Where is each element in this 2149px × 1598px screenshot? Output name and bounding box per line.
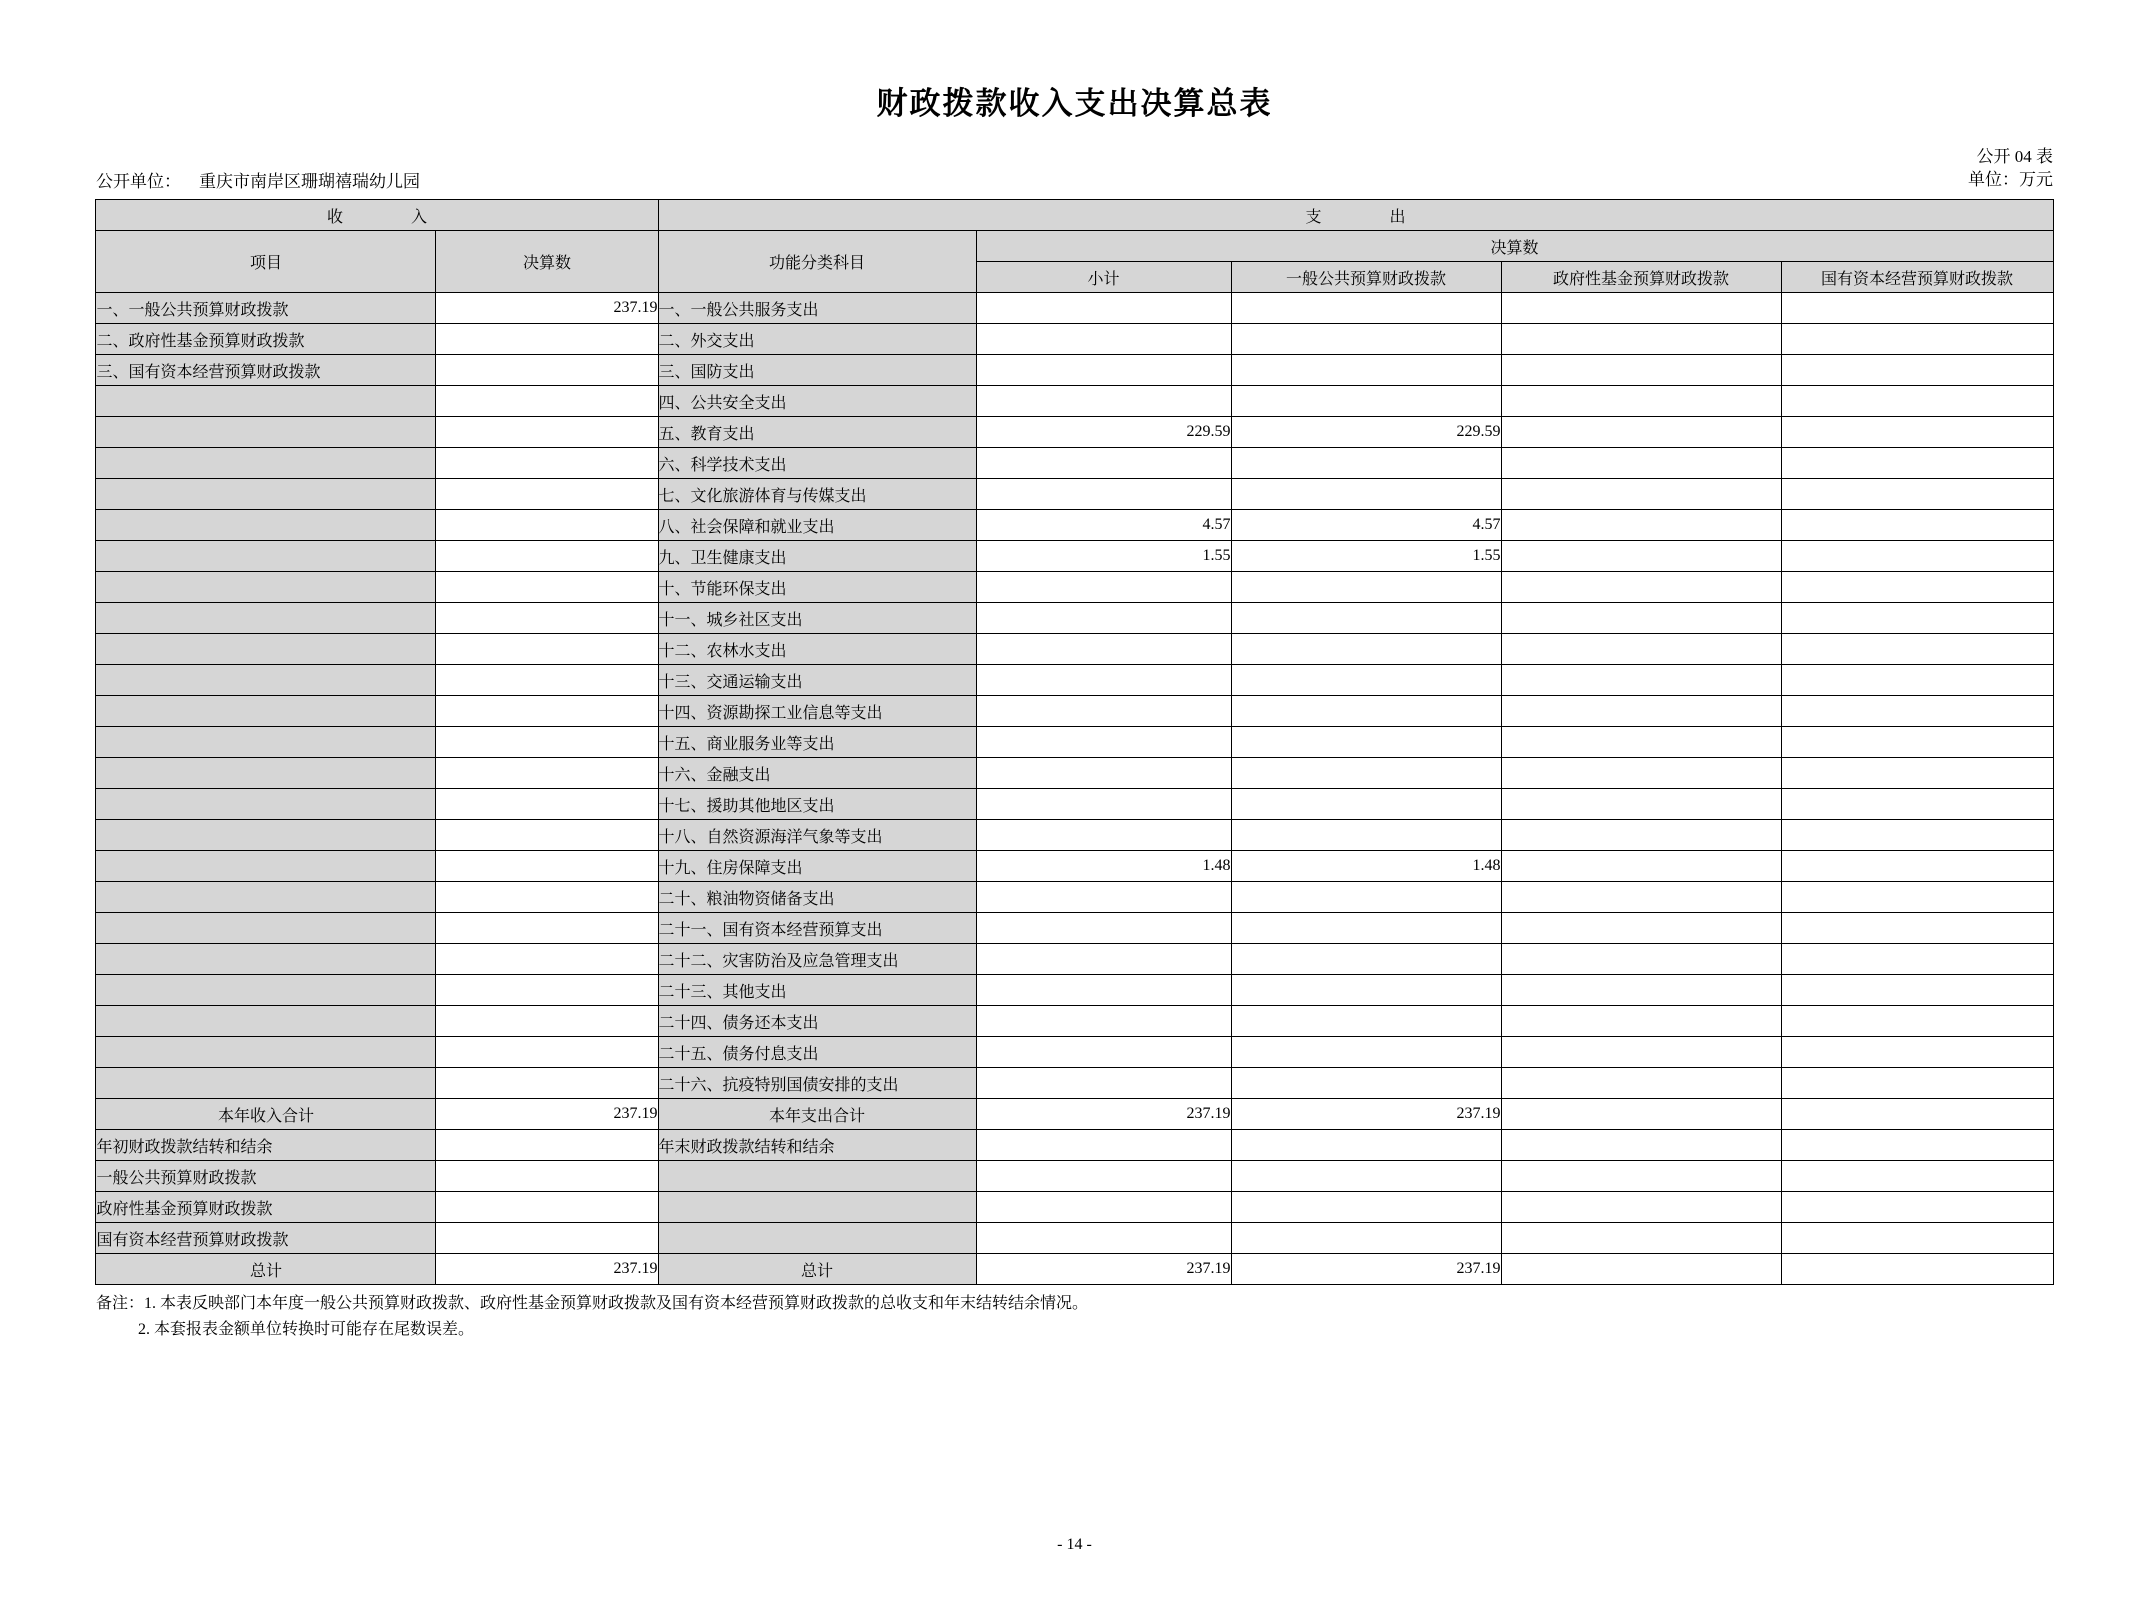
header-income-group: 收 入: [96, 200, 658, 231]
expense-subtotal-value: [976, 758, 1231, 789]
expense-subtotal-value: [976, 355, 1231, 386]
expense-government-fund-value: [1501, 1068, 1781, 1099]
expense-government-fund-value: [1501, 510, 1781, 541]
expense-government-fund-value: [1501, 417, 1781, 448]
income-amount-value: [436, 355, 658, 386]
expense-category-label: 二十五、债务付息支出: [658, 1037, 976, 1068]
expense-state-capital-value: [1781, 448, 2053, 479]
table-row: [96, 820, 2053, 851]
expense-general-public-value: [1231, 634, 1501, 665]
expense-category-label: 三、国防支出: [658, 355, 976, 386]
expense-general-public-value: 1.48: [1231, 851, 1501, 882]
expense-state-capital-value: [1781, 417, 2053, 448]
income-amount-value: [436, 944, 658, 975]
expense-category-label: 九、卫生健康支出: [658, 541, 976, 572]
income-item-label: [96, 851, 436, 882]
expense-category-label: 二十二、灾害防治及应急管理支出: [658, 944, 976, 975]
expense-government-fund-value: [1501, 1130, 1781, 1161]
expense-state-capital-value: [1781, 758, 2053, 789]
expense-general-public-value: [1231, 355, 1501, 386]
expense-government-fund-value: [1501, 1161, 1781, 1192]
table-row: [96, 696, 2053, 727]
expense-subtotal-value: [976, 324, 1231, 355]
expense-general-public-value: 229.59: [1231, 417, 1501, 448]
expense-general-public-value: [1231, 572, 1501, 603]
income-item-label: [96, 417, 436, 448]
income-amount-value: [436, 820, 658, 851]
expense-category-label: 十八、自然资源海洋气象等支出: [658, 820, 976, 851]
table-row: [96, 572, 2053, 603]
expense-general-public-value: [1231, 665, 1501, 696]
expense-general-public-value: 237.19: [1231, 1254, 1501, 1285]
expense-government-fund-value: [1501, 603, 1781, 634]
expense-category-label: 十一、城乡社区支出: [658, 603, 976, 634]
income-item-label: [96, 1006, 436, 1037]
income-item-label: [96, 882, 436, 913]
table-row: [96, 479, 2053, 510]
publisher-label: 公开单位：: [96, 172, 181, 191]
expense-government-fund-value: [1501, 634, 1781, 665]
expense-state-capital-value: [1781, 944, 2053, 975]
expense-category-label: [658, 1223, 976, 1254]
table-row: [96, 882, 2053, 913]
income-item-label: [96, 479, 436, 510]
expense-category-label: 一、一般公共服务支出: [658, 293, 976, 324]
expense-category-label: 十二、农林水支出: [658, 634, 976, 665]
income-amount-value: [436, 386, 658, 417]
expense-government-fund-value: [1501, 789, 1781, 820]
expense-subtotal-value: [976, 944, 1231, 975]
expense-general-public-value: [1231, 758, 1501, 789]
income-item-label: [96, 820, 436, 851]
income-item-label: [96, 727, 436, 758]
table-row: [96, 541, 2053, 572]
expense-category-label: 十三、交通运输支出: [658, 665, 976, 696]
expense-subtotal-value: [976, 665, 1231, 696]
expense-government-fund-value: [1501, 1223, 1781, 1254]
table-row: [96, 324, 2053, 355]
table-row: [96, 789, 2053, 820]
expense-subtotal-value: [976, 727, 1231, 758]
expense-general-public-value: [1231, 975, 1501, 1006]
header-income-amount: 决算数: [436, 231, 658, 293]
expense-category-label: 十七、援助其他地区支出: [658, 789, 976, 820]
income-amount-value: [436, 913, 658, 944]
table-row: [96, 944, 2053, 975]
expense-category-label: 五、教育支出: [658, 417, 976, 448]
expense-general-public-value: [1231, 882, 1501, 913]
expense-general-public-value: [1231, 1068, 1501, 1099]
expense-state-capital-value: [1781, 665, 2053, 696]
expense-general-public-value: [1231, 603, 1501, 634]
expense-category-label: 二十六、抗疫特别国债安排的支出: [658, 1068, 976, 1099]
expense-general-public-value: [1231, 1037, 1501, 1068]
expense-state-capital-value: [1781, 634, 2053, 665]
expense-state-capital-value: [1781, 1223, 2053, 1254]
income-item-label: [96, 944, 436, 975]
expense-subtotal-value: [976, 820, 1231, 851]
expense-general-public-value: 237.19: [1231, 1099, 1501, 1130]
expense-subtotal-value: 237.19: [976, 1099, 1231, 1130]
income-amount-value: [436, 1192, 658, 1223]
expense-category-label: 二十四、债务还本支出: [658, 1006, 976, 1037]
expense-category-label: 年末财政拨款结转和结余: [658, 1130, 976, 1161]
expense-subtotal-value: [976, 634, 1231, 665]
income-item-label: 二、政府性基金预算财政拨款: [96, 324, 436, 355]
expense-subtotal-value: [976, 1223, 1231, 1254]
expense-government-fund-value: [1501, 1254, 1781, 1285]
expense-subtotal-value: [976, 1037, 1231, 1068]
header-general-public-budget: 一般公共预算财政拨款: [1231, 262, 1501, 293]
expense-category-label: 七、文化旅游体育与传媒支出: [658, 479, 976, 510]
income-amount-value: [436, 1130, 658, 1161]
expense-subtotal-value: 4.57: [976, 510, 1231, 541]
expense-state-capital-value: [1781, 479, 2053, 510]
expense-subtotal-value: [976, 448, 1231, 479]
income-item-label: [96, 603, 436, 634]
table-row: [96, 293, 2053, 324]
table-row: [96, 1099, 2053, 1130]
expense-state-capital-value: [1781, 882, 2053, 913]
expense-state-capital-value: [1781, 789, 2053, 820]
table-row: [96, 1006, 2053, 1037]
income-amount-value: [436, 882, 658, 913]
expense-government-fund-value: [1501, 1006, 1781, 1037]
income-item-label: [96, 975, 436, 1006]
income-item-label: [96, 634, 436, 665]
expense-government-fund-value: [1501, 665, 1781, 696]
income-item-label: [96, 448, 436, 479]
header-expense-amount: 决算数: [976, 231, 2053, 262]
expense-state-capital-value: [1781, 572, 2053, 603]
expense-state-capital-value: [1781, 386, 2053, 417]
form-number: 公开 04 表: [1976, 147, 2053, 166]
document-page: [0, 78, 2149, 1598]
expense-state-capital-value: [1781, 1192, 2053, 1223]
table-row: [96, 758, 2053, 789]
expense-subtotal-value: [976, 386, 1231, 417]
expense-category-label: 十六、金融支出: [658, 758, 976, 789]
income-item-label: [96, 665, 436, 696]
expense-state-capital-value: [1781, 975, 2053, 1006]
income-item-label: [96, 789, 436, 820]
expense-state-capital-value: [1781, 510, 2053, 541]
expense-category-label: 本年支出合计: [658, 1099, 976, 1130]
expense-government-fund-value: [1501, 541, 1781, 572]
income-amount-value: [436, 1223, 658, 1254]
expense-government-fund-value: [1501, 1192, 1781, 1223]
expense-subtotal-value: [976, 1161, 1231, 1192]
income-item-label: [96, 913, 436, 944]
expense-government-fund-value: [1501, 944, 1781, 975]
expense-general-public-value: [1231, 789, 1501, 820]
publisher-name: 重庆市南岸区珊瑚禧瑞幼儿园: [199, 172, 420, 191]
table-row: [96, 1223, 2053, 1254]
expense-government-fund-value: [1501, 975, 1781, 1006]
income-amount-value: 237.19: [436, 293, 658, 324]
expense-category-label: [658, 1192, 976, 1223]
income-item-label: 总计: [96, 1254, 436, 1285]
header-state-capital-budget: 国有资本经营预算财政拨款: [1781, 262, 2053, 293]
expense-category-label: 总计: [658, 1254, 976, 1285]
header-income-item: 项目: [96, 231, 436, 293]
expense-government-fund-value: [1501, 851, 1781, 882]
expense-state-capital-value: [1781, 1161, 2053, 1192]
expense-state-capital-value: [1781, 1099, 2053, 1130]
expense-category-label: [658, 1161, 976, 1192]
expense-government-fund-value: [1501, 696, 1781, 727]
expense-category-label: 十五、商业服务业等支出: [658, 727, 976, 758]
expense-subtotal-value: 237.19: [976, 1254, 1231, 1285]
expense-subtotal-value: [976, 479, 1231, 510]
document-meta: [0, 145, 2149, 191]
header-subtotal: 小计: [976, 262, 1231, 293]
income-amount-value: [436, 541, 658, 572]
expense-government-fund-value: [1501, 324, 1781, 355]
expense-general-public-value: [1231, 913, 1501, 944]
table-body: [96, 293, 2053, 1285]
publisher-info: [96, 167, 420, 192]
income-amount-value: 237.19: [436, 1254, 658, 1285]
income-amount-value: [436, 479, 658, 510]
budget-table: [95, 199, 2053, 1285]
income-amount-value: [436, 727, 658, 758]
expense-state-capital-value: [1781, 851, 2053, 882]
income-item-label: 一般公共预算财政拨款: [96, 1161, 436, 1192]
expense-category-label: 十、节能环保支出: [658, 572, 976, 603]
income-item-label: [96, 572, 436, 603]
income-amount-value: [436, 758, 658, 789]
expense-category-label: 二十一、国有资本经营预算支出: [658, 913, 976, 944]
table-row: [96, 1161, 2053, 1192]
income-item-label: [96, 510, 436, 541]
expense-general-public-value: [1231, 324, 1501, 355]
table-row: [96, 851, 2053, 882]
expense-government-fund-value: [1501, 913, 1781, 944]
income-item-label: 三、国有资本经营预算财政拨款: [96, 355, 436, 386]
income-item-label: [96, 1068, 436, 1099]
expense-subtotal-value: [976, 882, 1231, 913]
income-item-label: 一、一般公共预算财政拨款: [96, 293, 436, 324]
expense-general-public-value: [1231, 696, 1501, 727]
expense-general-public-value: [1231, 1161, 1501, 1192]
table-row: [96, 634, 2053, 665]
expense-state-capital-value: [1781, 293, 2053, 324]
expense-category-label: 二十三、其他支出: [658, 975, 976, 1006]
expense-government-fund-value: [1501, 355, 1781, 386]
table-row: [96, 1254, 2053, 1285]
income-amount-value: [436, 634, 658, 665]
page-number: - 14 -: [1057, 1536, 1092, 1553]
table-row: [96, 355, 2053, 386]
table-row: [96, 603, 2053, 634]
income-item-label: [96, 541, 436, 572]
income-amount-value: [436, 1006, 658, 1037]
expense-subtotal-value: [976, 1068, 1231, 1099]
income-amount-value: [436, 665, 658, 696]
income-amount-value: [436, 448, 658, 479]
income-item-label: 年初财政拨款结转和结余: [96, 1130, 436, 1161]
expense-state-capital-value: [1781, 696, 2053, 727]
note-line-1: 备注：1. 本表反映部门本年度一般公共预算财政拨款、政府性基金预算财政拨款及国有资本经营预算财政拨款的总收支和年末结转结余情况。: [96, 1295, 1089, 1312]
expense-subtotal-value: [976, 293, 1231, 324]
income-amount-value: [436, 1037, 658, 1068]
expense-state-capital-value: [1781, 324, 2053, 355]
note-line-2: 2. 本套报表金额单位转换时可能存在尾数误差。: [138, 1321, 475, 1338]
expense-government-fund-value: [1501, 293, 1781, 324]
expense-government-fund-value: [1501, 572, 1781, 603]
header-function-category: 功能分类科目: [658, 231, 976, 293]
table-row: [96, 1192, 2053, 1223]
expense-subtotal-value: [976, 789, 1231, 820]
income-item-label: [96, 1037, 436, 1068]
page-title: 财政拨款收入支出决算总表: [876, 86, 1273, 122]
income-amount-value: [436, 1068, 658, 1099]
income-amount-value: [436, 572, 658, 603]
expense-state-capital-value: [1781, 603, 2053, 634]
expense-subtotal-value: [976, 696, 1231, 727]
expense-subtotal-value: 1.48: [976, 851, 1231, 882]
expense-subtotal-value: [976, 975, 1231, 1006]
income-item-label: [96, 386, 436, 417]
table-row: [96, 1068, 2053, 1099]
expense-state-capital-value: [1781, 541, 2053, 572]
income-item-label: [96, 758, 436, 789]
expense-general-public-value: [1231, 820, 1501, 851]
expense-government-fund-value: [1501, 1099, 1781, 1130]
expense-state-capital-value: [1781, 820, 2053, 851]
expense-state-capital-value: [1781, 1254, 2053, 1285]
expense-state-capital-value: [1781, 727, 2053, 758]
expense-category-label: 四、公共安全支出: [658, 386, 976, 417]
table-header: [96, 200, 2053, 293]
income-amount-value: [436, 603, 658, 634]
income-amount-value: [436, 975, 658, 1006]
income-amount-value: 237.19: [436, 1099, 658, 1130]
expense-general-public-value: [1231, 727, 1501, 758]
expense-category-label: 十四、资源勘探工业信息等支出: [658, 696, 976, 727]
header-government-fund-budget: 政府性基金预算财政拨款: [1501, 262, 1781, 293]
expense-category-label: 二、外交支出: [658, 324, 976, 355]
expense-state-capital-value: [1781, 1068, 2053, 1099]
expense-general-public-value: 1.55: [1231, 541, 1501, 572]
expense-subtotal-value: [976, 1130, 1231, 1161]
income-item-label: 国有资本经营预算财政拨款: [96, 1223, 436, 1254]
expense-general-public-value: [1231, 293, 1501, 324]
amount-unit: 单位：万元: [1968, 170, 2053, 189]
expense-subtotal-value: [976, 913, 1231, 944]
expense-state-capital-value: [1781, 1006, 2053, 1037]
expense-state-capital-value: [1781, 355, 2053, 386]
income-amount-value: [436, 789, 658, 820]
expense-general-public-value: [1231, 1006, 1501, 1037]
expense-subtotal-value: [976, 572, 1231, 603]
expense-government-fund-value: [1501, 758, 1781, 789]
table-row: [96, 665, 2053, 696]
table-row: [96, 1037, 2053, 1068]
table-row: [96, 727, 2053, 758]
income-item-label: [96, 696, 436, 727]
expense-government-fund-value: [1501, 820, 1781, 851]
expense-government-fund-value: [1501, 448, 1781, 479]
income-item-label: 本年收入合计: [96, 1099, 436, 1130]
table-row: [96, 913, 2053, 944]
expense-general-public-value: 4.57: [1231, 510, 1501, 541]
income-amount-value: [436, 324, 658, 355]
expense-state-capital-value: [1781, 1130, 2053, 1161]
form-meta: [1968, 145, 2053, 191]
expense-general-public-value: [1231, 448, 1501, 479]
expense-state-capital-value: [1781, 1037, 2053, 1068]
expense-government-fund-value: [1501, 882, 1781, 913]
expense-government-fund-value: [1501, 479, 1781, 510]
income-amount-value: [436, 510, 658, 541]
expense-general-public-value: [1231, 1192, 1501, 1223]
table-row: [96, 1130, 2053, 1161]
expense-government-fund-value: [1501, 727, 1781, 758]
table-row: [96, 510, 2053, 541]
income-item-label: 政府性基金预算财政拨款: [96, 1192, 436, 1223]
table-row: [96, 975, 2053, 1006]
table-row: [96, 417, 2053, 448]
expense-category-label: 十九、住房保障支出: [658, 851, 976, 882]
expense-subtotal-value: [976, 1006, 1231, 1037]
expense-category-label: 八、社会保障和就业支出: [658, 510, 976, 541]
expense-general-public-value: [1231, 944, 1501, 975]
expense-general-public-value: [1231, 479, 1501, 510]
expense-state-capital-value: [1781, 913, 2053, 944]
expense-subtotal-value: 1.55: [976, 541, 1231, 572]
expense-general-public-value: [1231, 386, 1501, 417]
header-expense-group: 支 出: [658, 200, 2053, 231]
expense-general-public-value: [1231, 1223, 1501, 1254]
expense-subtotal-value: 229.59: [976, 417, 1231, 448]
table-row: [96, 386, 2053, 417]
table-notes: [96, 1291, 2149, 1343]
expense-subtotal-value: [976, 603, 1231, 634]
expense-government-fund-value: [1501, 1037, 1781, 1068]
expense-government-fund-value: [1501, 386, 1781, 417]
income-amount-value: [436, 851, 658, 882]
expense-category-label: 六、科学技术支出: [658, 448, 976, 479]
expense-general-public-value: [1231, 1130, 1501, 1161]
income-amount-value: [436, 696, 658, 727]
expense-category-label: 二十、粮油物资储备支出: [658, 882, 976, 913]
table-row: [96, 448, 2053, 479]
income-amount-value: [436, 417, 658, 448]
income-amount-value: [436, 1161, 658, 1192]
expense-subtotal-value: [976, 1192, 1231, 1223]
